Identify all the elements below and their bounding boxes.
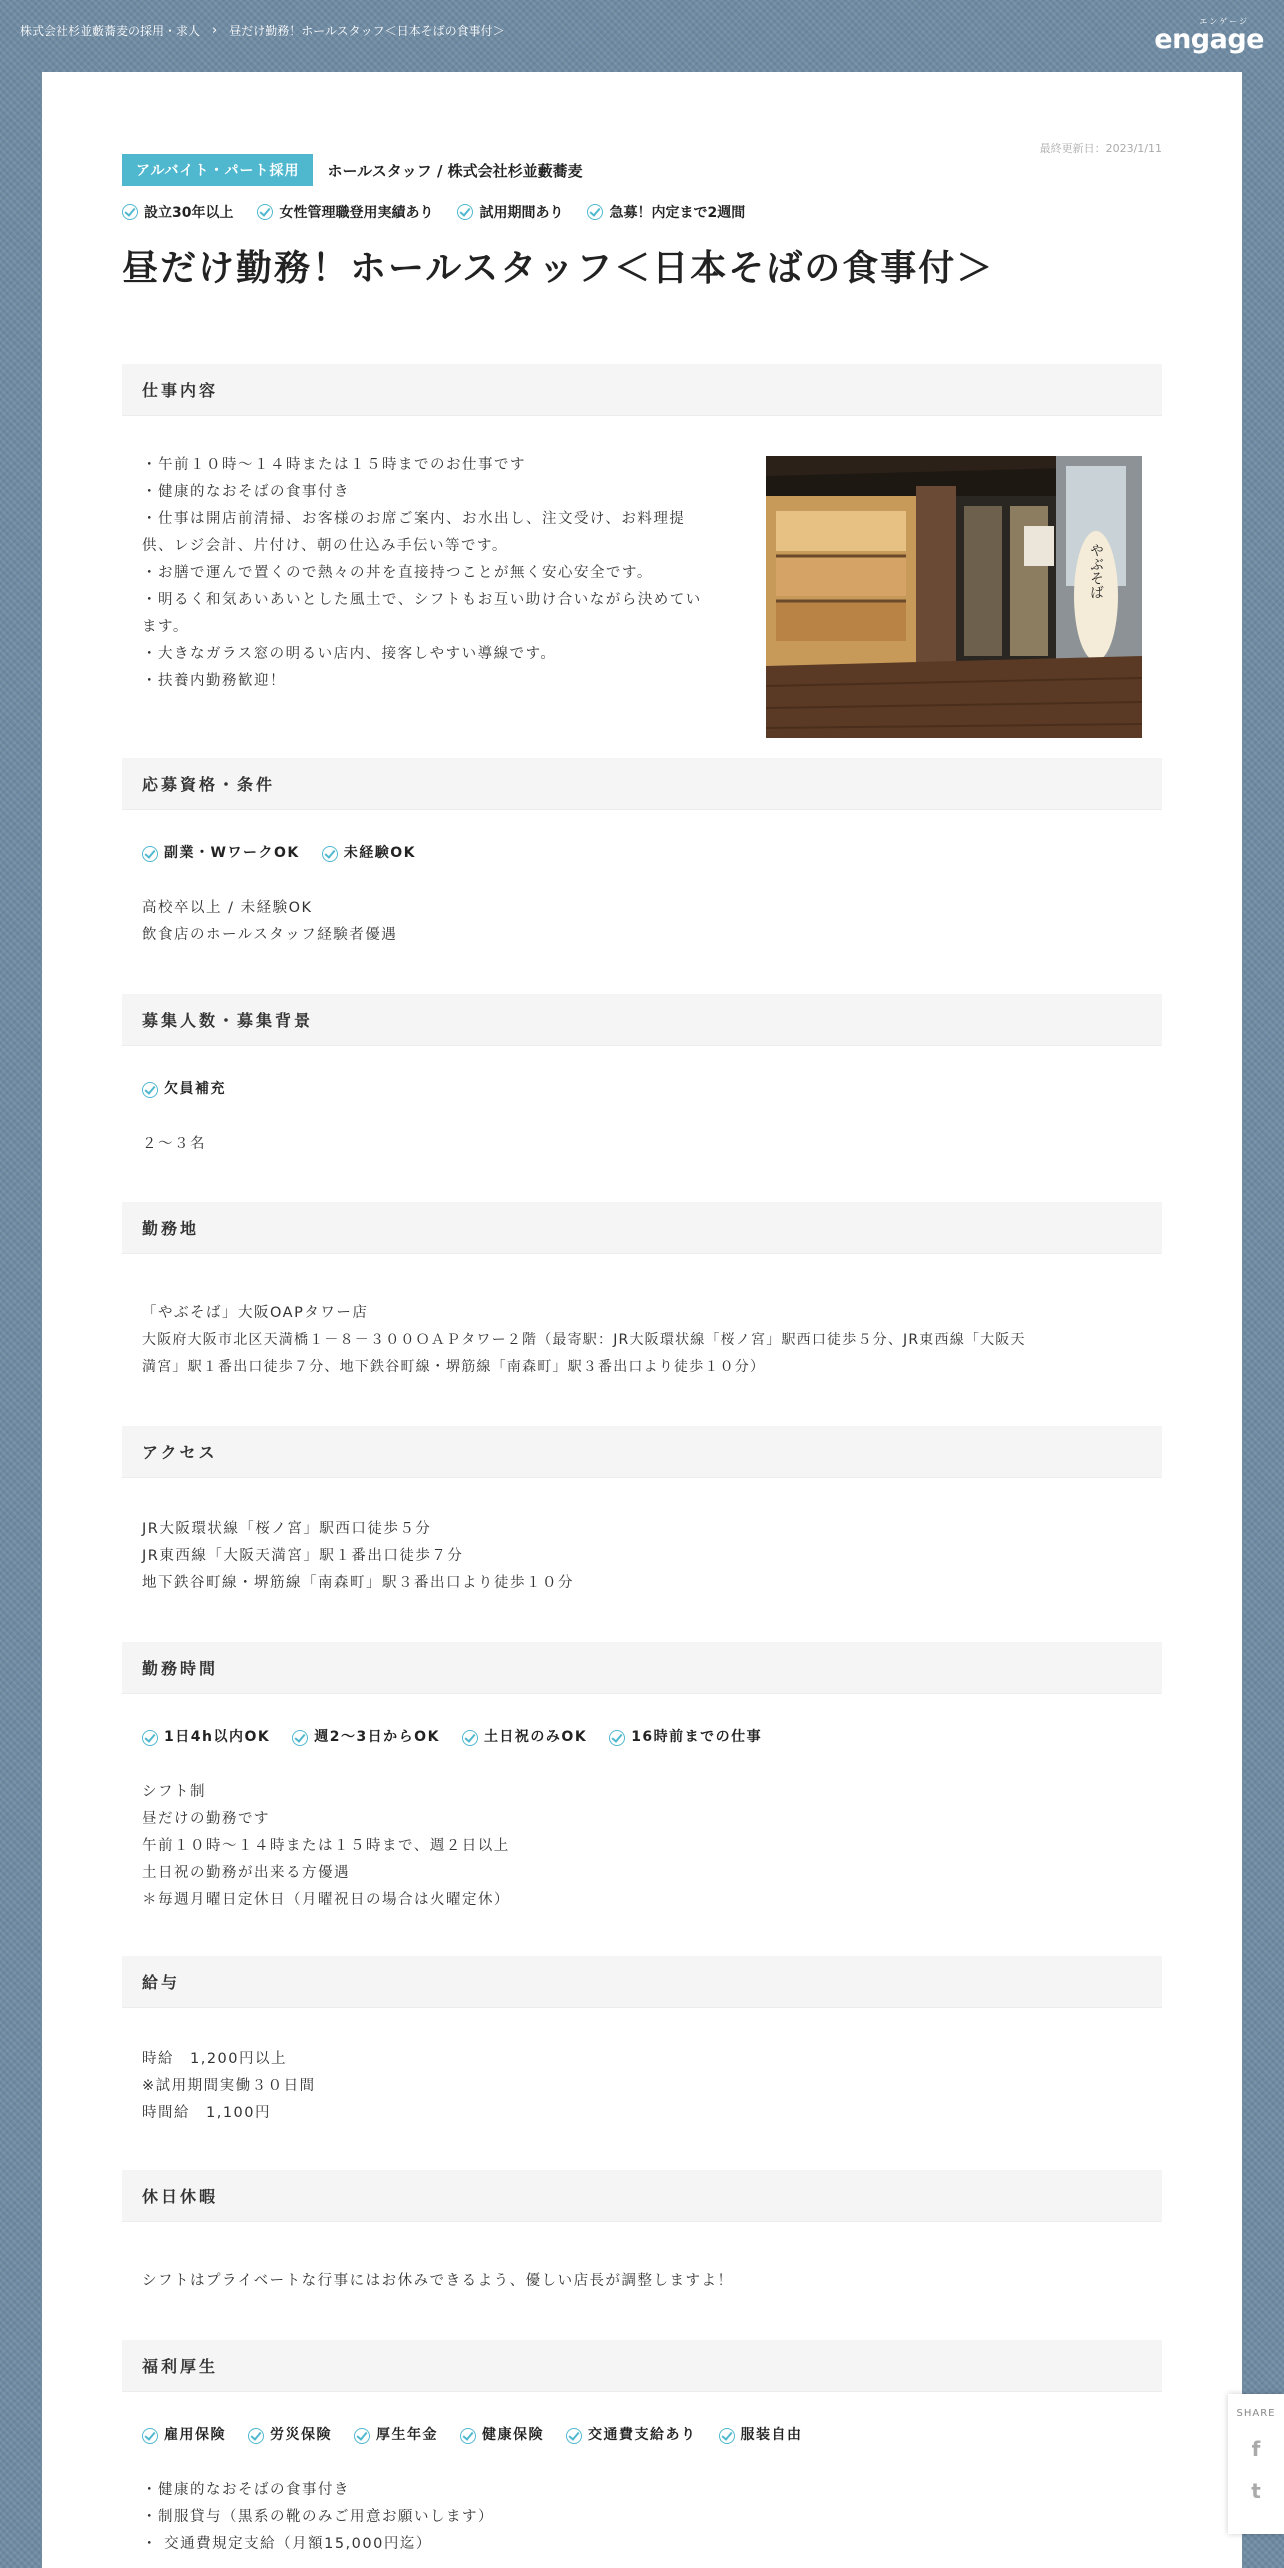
tag-label: 未経験OK bbox=[343, 845, 416, 861]
check-circle-icon bbox=[142, 1082, 158, 1098]
tag-row bbox=[142, 1076, 1142, 1103]
share-panel bbox=[1228, 2394, 1284, 2534]
text-line: 時給 1,200円以上 bbox=[142, 2051, 288, 2067]
tag-row bbox=[142, 1724, 1142, 1751]
store-photo bbox=[766, 456, 1142, 738]
condition-tag bbox=[322, 840, 416, 867]
section-heading: 募集人数・募集背景 bbox=[122, 994, 1162, 1046]
check-circle-icon bbox=[719, 2428, 735, 2444]
text-line: ＊毎週月曜日定休日（月曜祝日の場合は火曜定休） bbox=[142, 1892, 510, 1908]
section-heading: 勤務時間 bbox=[122, 1642, 1162, 1694]
check-circle-icon bbox=[322, 846, 338, 862]
text-line: ・仕事は開店前清掃、お客様のお席ご案内、お水出し、注文受け、お料理提 bbox=[142, 511, 686, 527]
text-line: 土日祝の勤務が出来る方優遇 bbox=[142, 1865, 350, 1881]
text-line: ・扶養内勤務歓迎！ bbox=[142, 673, 286, 689]
text-line: ※試用期間実働３０日間 bbox=[142, 2078, 316, 2094]
condition-tag bbox=[142, 840, 300, 867]
section-working-hours bbox=[122, 1642, 1162, 1914]
tag-label: 女性管理職登用実績あり bbox=[279, 205, 434, 221]
text-line: 大阪府大阪市北区天満橋１－８－３００ＯＡＰタワー２階（最寄駅：JR大阪環状線「桜ノ宮」駅西口徒歩５分、JR東西線「大阪天 bbox=[142, 1332, 1026, 1348]
section-salary bbox=[122, 1956, 1162, 2127]
text-line: 高校卒以上 / 未経験OK bbox=[142, 900, 313, 916]
benefit-tag bbox=[142, 2422, 226, 2449]
tag-label: 健康保険 bbox=[482, 2427, 544, 2443]
section-heading: 福利厚生 bbox=[122, 2340, 1162, 2392]
text-line: ・健康的なおそばの食事付き bbox=[142, 2482, 350, 2498]
tag-label: 交通費支給あり bbox=[588, 2427, 697, 2443]
text-line: 満宮」駅１番出口徒歩７分、地下鉄谷町線・堺筋線「南森町」駅３番出口より徒歩１０分） bbox=[142, 1359, 766, 1375]
text-line: ・明るく和気あいあいとした風土で、シフトもお互い助け合いながら決めてい bbox=[142, 592, 702, 608]
condition-tag bbox=[462, 1724, 587, 1751]
text-line: 地下鉄谷町線・堺筋線「南森町」駅３番出口より徒歩１０分 bbox=[142, 1575, 574, 1591]
text-line: JR東西線「大阪天満宮」駅１番出口徒歩７分 bbox=[142, 1548, 464, 1564]
chevron-right-icon: › bbox=[212, 23, 218, 38]
check-circle-icon bbox=[257, 204, 273, 220]
tag-row bbox=[142, 2422, 1142, 2449]
text-line: ます。 bbox=[142, 619, 189, 635]
tag-label: 設立30年以上 bbox=[144, 205, 234, 221]
tag-row bbox=[142, 840, 1142, 867]
text-line: 供、レジ会計、片付け、朝の仕込み手伝い等です。 bbox=[142, 538, 508, 554]
tag-label: 雇用保険 bbox=[164, 2427, 226, 2443]
section-heading: 給与 bbox=[122, 1956, 1162, 2008]
breadcrumb-company-link[interactable]: 株式会社杉並藪蕎麦の採用・求人 bbox=[20, 24, 201, 38]
breadcrumb bbox=[20, 22, 505, 39]
benefit-tag bbox=[719, 2422, 803, 2449]
section-body bbox=[122, 2422, 1162, 2558]
job-card bbox=[42, 72, 1242, 2568]
benefit-tag bbox=[566, 2422, 697, 2449]
job-title: 昼だけ勤務！ホールスタッフ＜日本そばの食事付＞ bbox=[122, 248, 995, 289]
text-line: 午前１０時～１４時または１５時まで、週２日以上 bbox=[142, 1838, 510, 1854]
benefit-tag bbox=[354, 2422, 438, 2449]
facebook-icon[interactable]: f bbox=[1251, 2437, 1261, 2461]
section-heading: 応募資格・条件 bbox=[122, 758, 1162, 810]
check-circle-icon bbox=[122, 204, 138, 220]
tag-label: 急募！内定まで2週間 bbox=[609, 205, 746, 221]
check-circle-icon bbox=[248, 2428, 264, 2444]
section-qualifications bbox=[122, 758, 1162, 949]
feature-tag bbox=[457, 202, 563, 222]
text-line: ２～３名 bbox=[142, 1136, 206, 1152]
condition-tag bbox=[142, 1724, 270, 1751]
check-circle-icon bbox=[292, 1730, 308, 1746]
condition-tag bbox=[292, 1724, 440, 1751]
feature-tag bbox=[587, 202, 745, 222]
top-bar bbox=[0, 0, 1284, 72]
logo-ruby: エンゲージ bbox=[1199, 17, 1249, 26]
section-body bbox=[122, 2222, 1162, 2295]
text-line: JR大阪環状線「桜ノ宮」駅西口徒歩５分 bbox=[142, 1521, 432, 1537]
text-line: シフトはプライベートな行事にはお休みできるよう、優しい店長が調整しますよ！ bbox=[142, 2273, 734, 2289]
check-circle-icon bbox=[457, 204, 473, 220]
breadcrumb-current: 昼だけ勤務！ホールスタッフ＜日本そばの食事付＞ bbox=[229, 24, 505, 38]
text-line: ・午前１０時～１４時または１５時までのお仕事です bbox=[142, 457, 526, 473]
section-access bbox=[122, 1426, 1162, 1597]
text-lines bbox=[142, 895, 1142, 949]
text-line: 「やぶそば」大阪OAPタワー店 bbox=[142, 1305, 369, 1321]
check-circle-icon bbox=[142, 2428, 158, 2444]
text-line: 昼だけの勤務です bbox=[142, 1811, 270, 1827]
tag-label: 16時前までの仕事 bbox=[631, 1729, 763, 1745]
benefit-tag bbox=[460, 2422, 544, 2449]
tag-label: 厚生年金 bbox=[376, 2427, 438, 2443]
check-circle-icon bbox=[609, 1730, 625, 1746]
section-heading: 勤務地 bbox=[122, 1202, 1162, 1254]
text-line: ・大きなガラス窓の明るい店内、接客しやすい導線です。 bbox=[142, 646, 557, 662]
text-lines bbox=[142, 2477, 1142, 2558]
twitter-icon[interactable]: t bbox=[1251, 2479, 1261, 2503]
section-body bbox=[122, 1724, 1162, 1914]
tag-label: 1日4h以内OK bbox=[164, 1729, 271, 1745]
store-sign-text: やぶそば bbox=[1088, 543, 1104, 599]
last-updated: 最終更新日：2023/1/11 bbox=[1039, 142, 1162, 155]
feature-tag bbox=[122, 202, 233, 222]
text-line: ・お膳で運んで置くので熱々の丼を直接持つことが無く安心安全です。 bbox=[142, 565, 653, 581]
section-body bbox=[122, 840, 1162, 949]
store-photo-image bbox=[766, 456, 1142, 738]
section-heading: 休日休暇 bbox=[122, 2170, 1162, 2222]
check-circle-icon bbox=[460, 2428, 476, 2444]
check-circle-icon bbox=[587, 204, 603, 220]
section-heading: 仕事内容 bbox=[122, 364, 1162, 416]
text-line: ・健康的なおそばの食事付き bbox=[142, 484, 350, 500]
section-recruitment bbox=[122, 994, 1162, 1158]
condition-tag bbox=[142, 1076, 226, 1103]
feature-tags bbox=[122, 202, 745, 222]
text-line: ・制服貸与（黒系の靴のみご用意お願いします） bbox=[142, 2509, 494, 2525]
tag-label: 欠員補充 bbox=[164, 1081, 226, 1097]
feature-tag bbox=[257, 202, 433, 222]
tag-label: 労災保険 bbox=[270, 2427, 332, 2443]
section-body bbox=[122, 1076, 1162, 1158]
check-circle-icon bbox=[566, 2428, 582, 2444]
check-circle-icon bbox=[142, 1730, 158, 1746]
share-label: SHARE bbox=[1236, 2408, 1276, 2419]
tag-label: 週2～3日からOK bbox=[314, 1729, 440, 1745]
company-name: ホールスタッフ / 株式会社杉並藪蕎麦 bbox=[327, 161, 583, 180]
employment-type-badge: アルバイト・パート採用 bbox=[122, 154, 313, 186]
text-line: ・ 交通費規定支給（月額15,000円迄） bbox=[142, 2536, 432, 2552]
text-line: 飲食店のホールスタッフ経験者優遇 bbox=[142, 927, 398, 943]
section-holidays bbox=[122, 2170, 1162, 2295]
tag-label: 服装自由 bbox=[740, 2427, 803, 2443]
check-circle-icon bbox=[354, 2428, 370, 2444]
check-circle-icon bbox=[462, 1730, 478, 1746]
section-body bbox=[122, 1478, 1162, 1597]
section-heading: アクセス bbox=[122, 1426, 1162, 1478]
text-line: シフト制 bbox=[142, 1784, 206, 1800]
condition-tag bbox=[609, 1724, 762, 1751]
tag-label: 試用期間あり bbox=[479, 205, 564, 221]
tag-label: 土日祝のみOK bbox=[483, 1729, 588, 1745]
tag-label: 副業・WワークOK bbox=[164, 845, 300, 861]
benefit-tag bbox=[248, 2422, 332, 2449]
logo-word: engage bbox=[1154, 24, 1264, 55]
section-body bbox=[122, 1254, 1162, 1381]
check-circle-icon bbox=[142, 846, 158, 862]
text-lines bbox=[142, 1779, 1142, 1914]
job-header-row bbox=[122, 154, 583, 186]
text-line: 時間給 1,100円 bbox=[142, 2105, 272, 2121]
section-benefits bbox=[122, 2340, 1162, 2558]
engage-logo[interactable] bbox=[1154, 16, 1264, 53]
section-location bbox=[122, 1202, 1162, 1381]
section-body bbox=[122, 2008, 1162, 2127]
section-job-description bbox=[122, 364, 1162, 744]
text-lines bbox=[142, 1131, 1142, 1158]
